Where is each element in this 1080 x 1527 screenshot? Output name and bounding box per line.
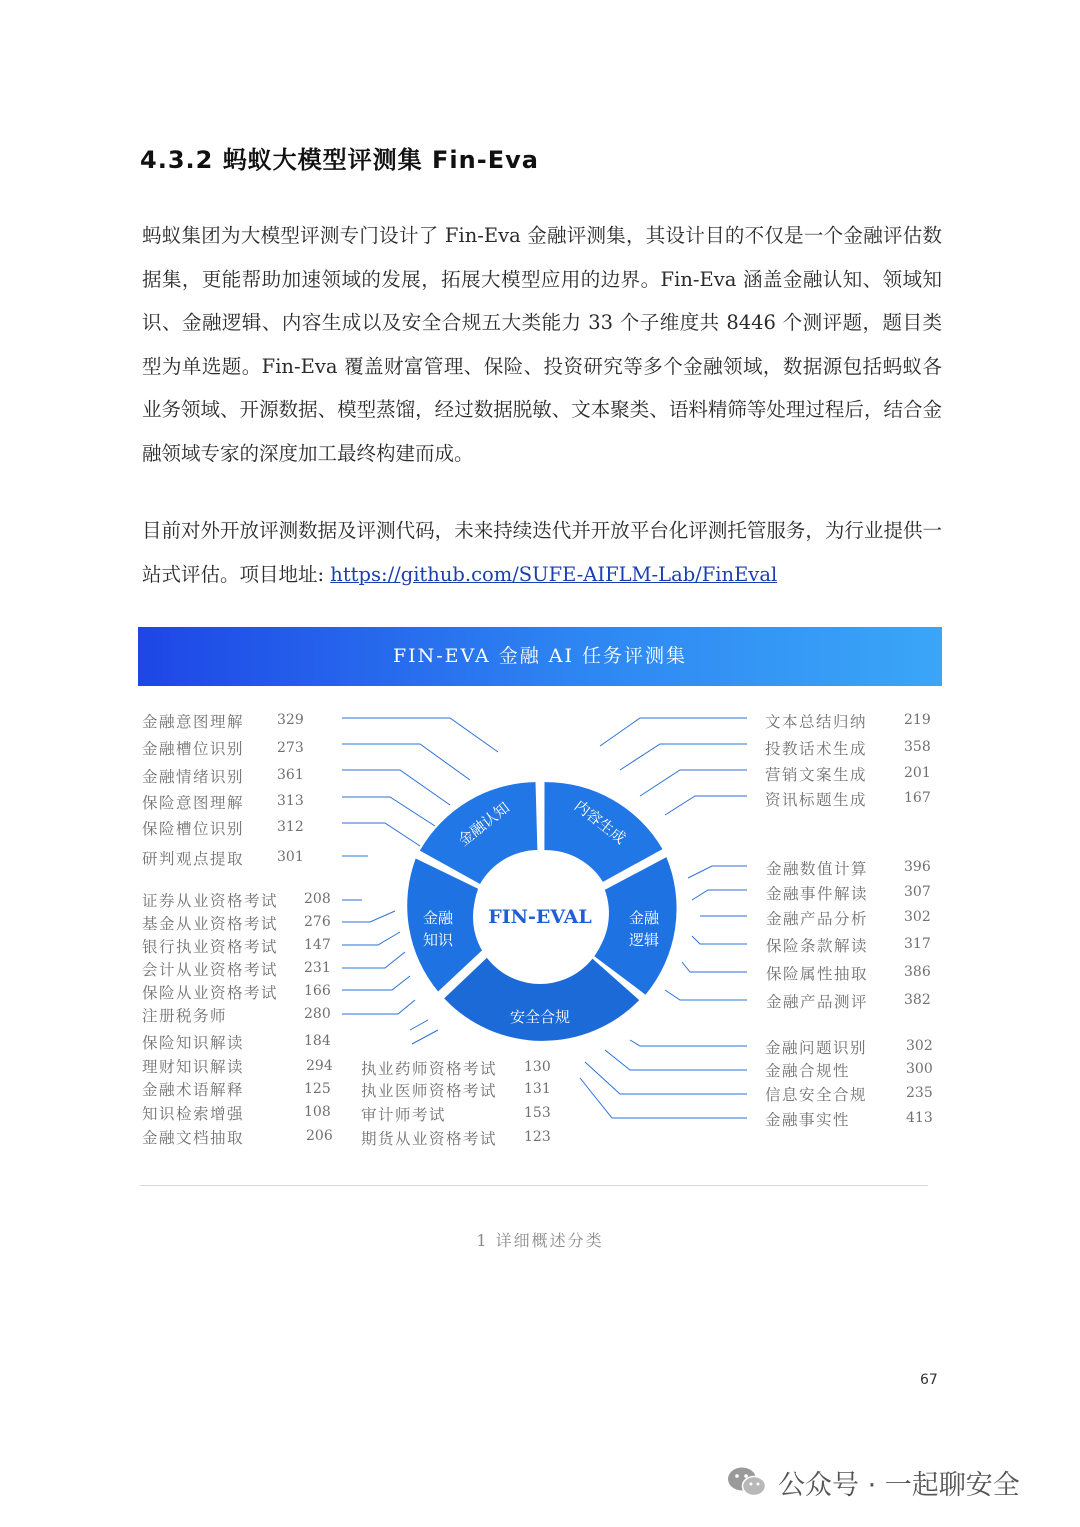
- wechat-icon: [726, 1464, 768, 1500]
- item-count: 201: [904, 765, 931, 781]
- item-count: 301: [277, 849, 304, 865]
- connector-line: [600, 718, 747, 746]
- item-count: 235: [906, 1085, 933, 1101]
- segment-label-content: 内容生成: [570, 796, 630, 848]
- item-label: 金融术语解释: [142, 1081, 245, 1099]
- connector-line: [630, 1040, 747, 1046]
- item-count: 413: [906, 1110, 933, 1126]
- item-label: 保险槽位识别: [142, 820, 245, 838]
- item-count: 329: [277, 712, 304, 728]
- page-number: 67: [920, 1372, 938, 1388]
- item-label: 保险属性抽取: [766, 965, 869, 983]
- item-label: 营销文案生成: [765, 766, 868, 784]
- segment-label-cognition: 金融认知: [454, 798, 514, 850]
- item-label: 保险从业资格考试: [142, 984, 279, 1002]
- project-link[interactable]: https://github.com/SUFE-AIFLM-Lab/FinEval: [330, 562, 778, 586]
- figure-divider: [140, 1185, 928, 1186]
- connector-line: [665, 990, 747, 1000]
- connector-line: [342, 797, 435, 826]
- item-label: 证券从业资格考试: [142, 892, 279, 910]
- connector-line: [342, 911, 395, 922]
- item-count: 123: [524, 1129, 551, 1145]
- item-count: 108: [304, 1104, 331, 1120]
- connector-line: [585, 1062, 747, 1094]
- item-label: 保险知识解读: [142, 1034, 245, 1052]
- item-label: 知识检索增强: [142, 1105, 245, 1123]
- figure-banner-title: FIN-EVA 金融 AI 任务评测集: [138, 627, 942, 686]
- item-count: 280: [304, 1006, 331, 1022]
- connector-line: [342, 718, 498, 752]
- connector-line: [665, 796, 747, 815]
- item-count: 206: [306, 1128, 333, 1144]
- item-count: 358: [904, 739, 931, 755]
- item-label: 注册税务师: [142, 1007, 228, 1025]
- connector-line: [342, 976, 410, 990]
- item-label: 金融产品分析: [766, 910, 869, 928]
- connector-line: [342, 823, 420, 846]
- connector-line: [412, 1030, 438, 1044]
- connector-line: [620, 744, 747, 770]
- item-count: 313: [277, 793, 304, 809]
- item-label: 保险条款解读: [766, 937, 869, 955]
- item-count: 184: [304, 1033, 331, 1049]
- item-count: 167: [904, 790, 931, 806]
- item-label: 金融槽位识别: [142, 740, 245, 758]
- item-label: 资讯标题生成: [765, 791, 868, 809]
- connector-line: [692, 936, 747, 944]
- connector-line: [342, 1000, 415, 1014]
- item-label: 金融文档抽取: [142, 1129, 245, 1147]
- connector-line: [688, 866, 747, 878]
- watermark-text: 公众号 · 一起聊安全: [778, 1469, 1020, 1501]
- item-label: 审计师考试: [361, 1106, 447, 1124]
- connector-line: [682, 962, 747, 972]
- connector-line: [605, 1050, 747, 1070]
- item-count: 382: [904, 992, 931, 1008]
- item-label: 文本总结归纳: [765, 713, 868, 731]
- item-label: 会计从业资格考试: [142, 961, 279, 979]
- item-count: 273: [277, 740, 304, 756]
- item-label: 金融意图理解: [142, 713, 245, 731]
- item-label: 理财知识解读: [142, 1058, 245, 1076]
- item-count: 153: [524, 1105, 551, 1121]
- item-count: 300: [906, 1061, 933, 1077]
- item-count: 386: [904, 964, 931, 980]
- item-label: 金融事件解读: [766, 885, 869, 903]
- item-count: 208: [304, 891, 331, 907]
- item-label: 期货从业资格考试: [361, 1130, 498, 1148]
- item-count: 396: [904, 859, 931, 875]
- item-count: 317: [904, 936, 931, 952]
- item-count: 231: [304, 960, 331, 976]
- item-count: 125: [304, 1081, 331, 1097]
- connector-line: [640, 770, 747, 796]
- connector-line: [342, 932, 400, 945]
- item-label: 执业药师资格考试: [361, 1060, 498, 1078]
- paragraph-project-text: 目前对外开放评测数据及评测代码，未来持续迭代并开放平台化评测托管服务，为行业提供一站式评估。项目地址:: [142, 519, 942, 586]
- watermark: [726, 1460, 1020, 1504]
- center-label: FIN-EVAL: [488, 906, 592, 928]
- item-count: 276: [304, 914, 331, 930]
- item-count: 147: [304, 937, 331, 953]
- item-label: 金融产品测评: [766, 993, 869, 1011]
- item-label: 保险意图理解: [142, 794, 245, 812]
- item-count: 131: [524, 1081, 551, 1097]
- item-label: 基金从业资格考试: [142, 915, 279, 933]
- segment-label-compliance: 安全合规: [509, 1008, 571, 1026]
- item-label: 研判观点提取: [142, 850, 245, 868]
- connector-line: [342, 770, 450, 805]
- item-count: 166: [304, 983, 331, 999]
- item-label: 金融情绪识别: [142, 768, 245, 786]
- connector-line: [692, 890, 747, 900]
- item-count: 130: [524, 1059, 551, 1075]
- connector-line: [342, 952, 405, 968]
- segment-label-logic: 金融逻辑: [628, 909, 659, 949]
- connector-line: [580, 1078, 747, 1118]
- item-label: 金融问题识别: [765, 1039, 868, 1057]
- figure-caption: 1 详细概述分类: [476, 1231, 604, 1250]
- item-count: 302: [906, 1038, 933, 1054]
- item-label: 信息安全合规: [765, 1086, 868, 1104]
- item-count: 307: [904, 884, 931, 900]
- item-label: 银行执业资格考试: [142, 938, 279, 956]
- item-count: 312: [277, 819, 304, 835]
- item-label: 金融合规性: [765, 1062, 851, 1080]
- item-count: 302: [904, 909, 931, 925]
- paragraph-intro: 蚂蚁集团为大模型评测专门设计了 Fin-Eva 金融评测集，其设计目的不仅是一个金融评估数据集，更能帮助加速领域的发展，拓展大模型应用的边界。Fin-Eva 涵盖金融认知、领域知识、金融逻辑、内容生成以及安全合规五大类能力 33 个子维度共 8446 个测评题，题目类型为单选题。Fin-Eva 覆盖财富管理、保险、投资研究等多个金融领域，数据源包括蚂蚁各业务领域、开源数据、模型蒸馏，经过数据脱敏、文本聚类、语料精筛等处理过程后，结合金融领域专家的深度加工最终构建而成。: [142, 224, 942, 465]
- item-count: 294: [306, 1058, 333, 1074]
- segment-label-knowledge: 金融知识: [422, 909, 453, 949]
- item-label: 执业医师资格考试: [361, 1082, 498, 1100]
- item-count: 219: [904, 712, 931, 728]
- item-label: 投教话术生成: [765, 740, 868, 758]
- connector-line: [410, 1020, 428, 1030]
- section-heading: 4.3.2 蚂蚁大模型评测集 Fin-Eva: [140, 146, 539, 174]
- item-label: 金融事实性: [765, 1111, 851, 1129]
- item-count: 361: [277, 767, 304, 783]
- item-label: 金融数值计算: [766, 860, 869, 878]
